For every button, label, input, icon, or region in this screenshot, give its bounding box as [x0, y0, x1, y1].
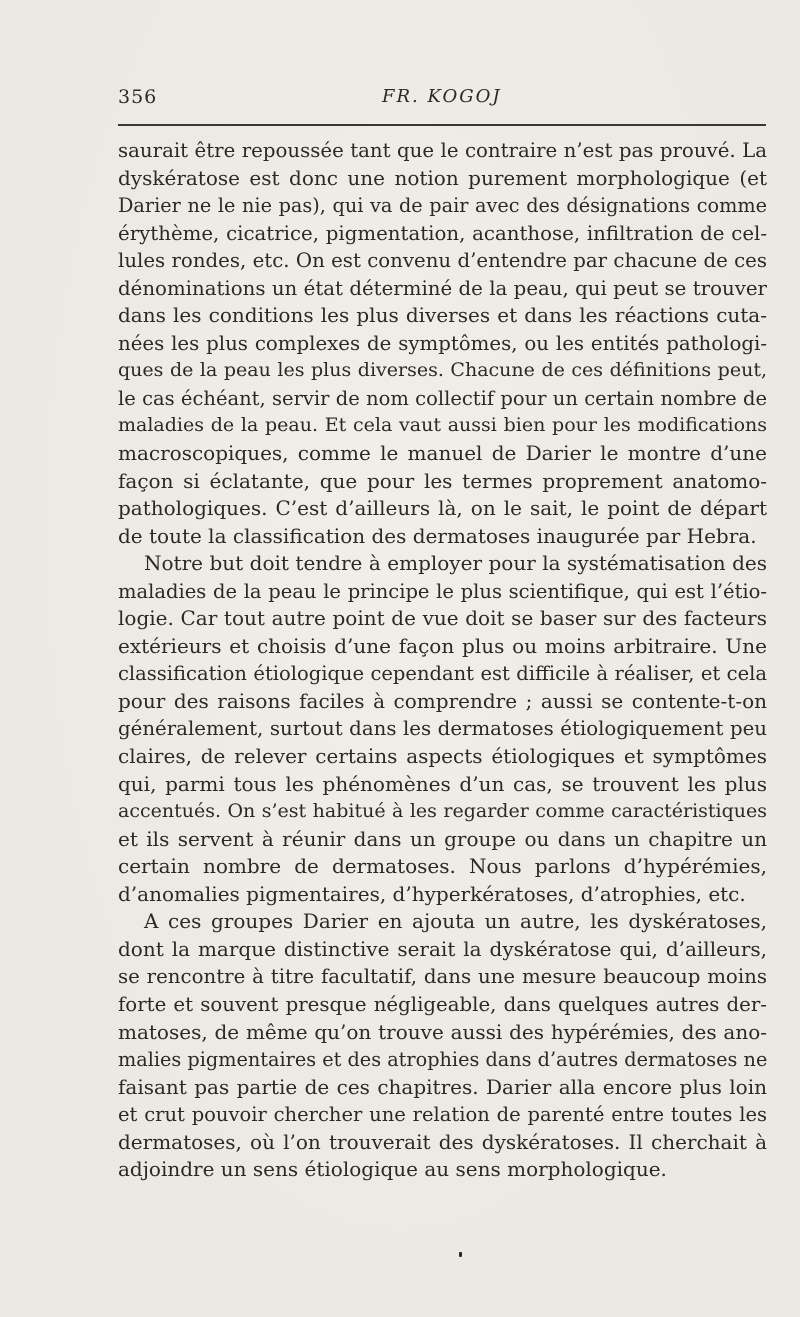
text-line: macroscopiques, comme le manuel de Darier le montre d’une [118, 441, 767, 466]
text-line: forte et souvent presque négligeable, dans quelques autres der- [118, 992, 767, 1016]
text-line: façon si éclatante, que pour les termes proprement anatomo- [118, 468, 767, 493]
text-line: généralement, surtout dans les dermatoses étiologiquement peu [118, 717, 767, 741]
text-line: pathologiques. C’est d’ailleurs là, on le sait, le point de départ [118, 496, 767, 521]
text-line: malies pigmentaires et des atrophies dans d’autres dermatoses ne [118, 1048, 768, 1072]
text-line: nées les plus complexes de symptômes, ou les entités pathologi- [118, 331, 767, 355]
text-line: et crut pouvoir chercher une relation de parenté entre toutes les [118, 1103, 767, 1127]
text-line: accentués. On s’est habitué à les regarder comme caractéristiques [118, 800, 767, 823]
paragraph-2 [118, 550, 767, 908]
text-line: érythème, cicatrice, pigmentation, acanthose, infiltration de cel- [118, 221, 767, 245]
page-header [118, 86, 766, 116]
body-text [118, 137, 767, 1184]
text-line: dont la marque distinctive serait la dyskératose qui, d’ailleurs, [118, 936, 767, 961]
text-line: dans les conditions les plus diverses et dans les réactions cuta- [118, 303, 767, 328]
text-line: A ces groupes Darier en ajouta un autre, les dyskératoses, [144, 909, 767, 934]
ink-speck [459, 1252, 462, 1257]
text-line: claires, de relever certains aspects étiologiques et symptômes [118, 744, 767, 769]
text-line: d’anomalies pigmentaires, d’hyperkératoses, d’atrophies, etc. [118, 881, 746, 906]
text-line: maladies de la peau. Et cela vaut aussi bien pour les modifications [118, 414, 767, 437]
paragraph-1 [118, 137, 767, 550]
text-line: extérieurs et choisis d’une façon plus ou moins arbitraire. Une [118, 633, 767, 658]
text-line: saurait être repoussée tant que le contraire n’est pas prouvé. La [118, 139, 767, 162]
text-line: logie. Car tout autre point de vue doit se baser sur des facteurs [118, 606, 767, 631]
text-line: classification étiologique cependant est difficile à réaliser, et cela [118, 662, 767, 686]
text-line: qui, parmi tous les phénomènes d’un cas, se trouvent les plus [118, 771, 767, 796]
text-line: Darier ne le nie pas), qui va de pair avec des désignations comme [118, 194, 767, 218]
text-line: et ils servent à réunir dans un groupe ou dans un chapitre un [118, 826, 767, 851]
text-line: lules rondes, etc. On est convenu d’entendre par chacune de ces [118, 249, 767, 273]
text-line: le cas échéant, servir de nom collectif pour un certain nombre de [118, 386, 767, 410]
paragraph-3 [118, 908, 767, 1183]
text-line: Notre but doit tendre à employer pour la systématisation des [144, 551, 767, 576]
text-line: se rencontre à titre facultatif, dans une mesure beaucoup moins [118, 965, 767, 989]
text-line: dyskératose est donc une notion purement morphologique (et [118, 165, 767, 190]
text-line: de toute la classification des dermatoses inaugurée par Hebra. [118, 523, 757, 548]
text-line: matoses, de même qu’on trouve aussi des hypérémies, des ano- [118, 1019, 767, 1044]
text-line: dermatoses, où l’on trouverait des dyskératoses. Il cherchait à [118, 1129, 767, 1154]
text-line: certain nombre de dermatoses. Nous parlons d’hypérémies, [118, 854, 767, 879]
text-line: ques de la peau les plus diverses. Chacune de ces définitions peut, [118, 359, 767, 382]
text-line: faisant pas partie de ces chapitres. Darier alla encore plus loin [118, 1074, 767, 1099]
text-line: maladies de la peau le principe le plus scientifique, qui est l’étio- [118, 579, 767, 603]
text-line: adjoindre un sens étiologique au sens morphologique. [118, 1157, 667, 1182]
running-head: FR. KOGOJ [382, 86, 502, 107]
page-number: 356 [118, 86, 158, 108]
text-line: pour des raisons faciles à comprendre ; aussi se contente-t-on [118, 688, 767, 713]
text-line: dénominations un état déterminé de la peau, qui peut se trouver [118, 276, 767, 300]
header-rule [118, 124, 766, 126]
